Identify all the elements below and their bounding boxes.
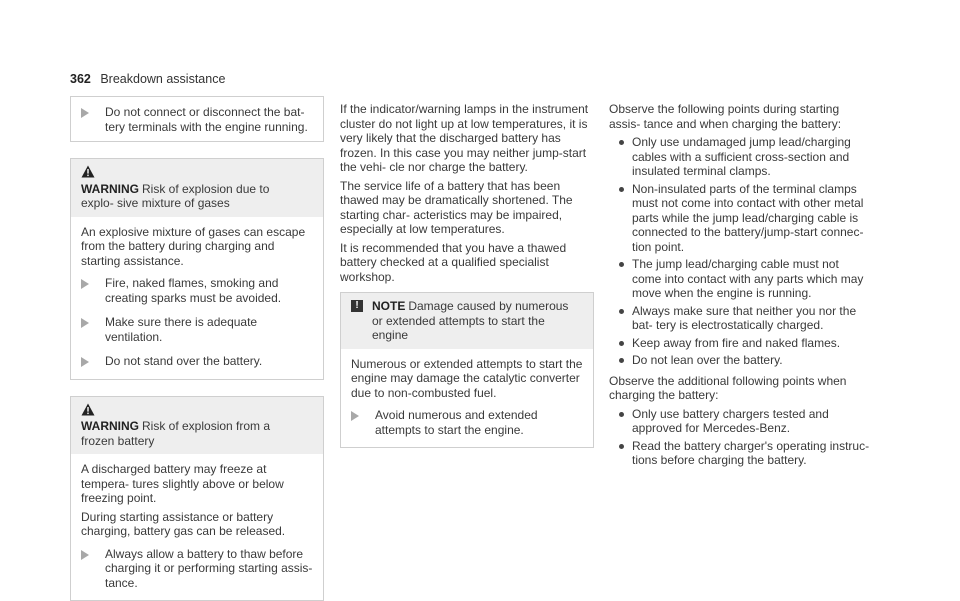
arrow-right-icon [81,279,89,289]
note-keyword: NOTE [372,299,405,313]
paragraph: Observe the additional following points when charging the battery: [609,374,871,403]
note-heading: Damage caused by numerous or extended attempts to start the engine [372,299,568,342]
step-text: Make sure there is adequate ventilation. [105,315,257,344]
instruction-step [81,315,313,344]
arrow-right-icon [81,550,89,560]
list-item: Keep away from fire and naked flames. [609,336,871,351]
bullet-icon [619,341,624,346]
paragraph: It is recommended that you have a thawed battery checked at a qualified specialist workshop. [340,241,594,285]
arrow-right-icon [81,318,89,328]
warning-keyword: WARNING [81,419,139,433]
instruction-step [81,105,313,134]
step-text: Do not stand over the battery. [105,354,262,368]
column-right [609,102,871,474]
section-title: Breakdown assistance [100,72,225,86]
instruction-step [351,408,583,437]
bullet-icon [619,262,624,267]
warning-triangle-icon [81,165,95,178]
warning-body [71,454,323,600]
arrow-right-icon [81,108,89,118]
warning-header [71,397,323,455]
instruction-step [81,547,313,591]
warning-header [71,159,323,217]
step-text: Avoid numerous and extended attempts to start the engine. [375,408,538,437]
warning-text: A discharged battery may freeze at tempera‐ tures slightly above or below freezing point. [81,462,313,506]
list-item: The jump lead/charging cable must not come into contact with any parts which may move when the engine is running. [609,257,871,301]
step-text: Do not connect or disconnect the bat‐ tery terminals with the engine running. [105,105,308,134]
page-number: 362 [70,72,91,86]
warning-body [71,217,323,379]
step-text: Fire, naked flames, smoking and creating sparks must be avoided. [105,276,281,305]
column-middle [340,102,594,448]
warning-heading: Risk of explosion due to explo‐ sive mixture of gases [81,182,269,211]
list-item: Only use undamaged jump lead/charging cables with a sufficient cross-section and insulated terminal clamps. [609,135,871,179]
warning-text: During starting assistance or battery charging, battery gas can be released. [81,510,313,539]
bullet-icon [619,187,624,192]
list-item: Only use battery chargers tested and approved for Mercedes-Benz. [609,407,871,436]
arrow-right-icon [81,357,89,367]
bullet-list [609,407,871,468]
instruction-step [81,354,313,369]
warning-box-explosive-gases [70,158,324,380]
list-item: Non-insulated parts of the terminal clamps must not come into contact with other metal parts while the jump lead/charging cable is connected to the battery/jump-start connec‐ tion point. [609,182,871,255]
bullet-icon [619,358,624,363]
arrow-right-icon [351,411,359,421]
bullet-icon [619,309,624,314]
list-item: Read the battery charger's operating instruc‐ tions before charging the battery. [609,439,871,468]
list-item: Do not lean over the battery. [609,353,871,368]
bullet-icon [619,140,624,145]
warning-triangle-icon [81,403,95,416]
note-text: Numerous or extended attempts to start the engine may damage the catalytic converter due to non-combusted fuel. [351,357,583,401]
note-header [341,293,593,349]
note-box [340,292,594,448]
warning-text: An explosive mixture of gases can escape from the battery during charging and starting assistance. [81,225,313,269]
warning-heading: Risk of explosion from a frozen battery [81,419,270,448]
instruction-step [81,276,313,305]
warning-box-frozen-battery [70,396,324,601]
paragraph: The service life of a battery that has been thawed may be dramatically shortened. The starting char‐ acteristics may be impaired, especially at low temperatures. [340,179,594,237]
note-body [341,349,593,448]
paragraph: If the indicator/warning lamps in the instrument cluster do not light up at low temperatures, it is very likely that the discharged battery has frozen. In this case you may neither jump-start the vehi‐ cle nor charge the battery. [340,102,594,175]
exclamation-icon: ! [351,300,363,312]
column-left [70,96,324,601]
step-box [70,96,324,142]
list-item: Always make sure that neither you nor the bat‐ tery is electrostatically charged. [609,304,871,333]
bullet-icon [619,444,624,449]
bullet-list [609,135,871,368]
warning-keyword: WARNING [81,182,139,196]
step-text: Always allow a battery to thaw before charging it or performing starting assis‐ tance. [105,547,312,590]
page-header [70,72,225,86]
paragraph: Observe the following points during starting assis‐ tance and when charging the battery: [609,102,871,131]
bullet-icon [619,412,624,417]
